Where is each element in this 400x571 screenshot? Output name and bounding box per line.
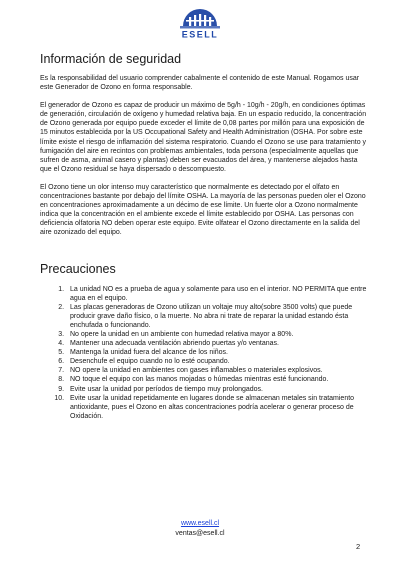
precaution-item: 4. Mantener una adecuada ventilación abriendo puertas y/o ventanas. <box>66 339 370 348</box>
precaution-item: 10. Evite usar la unidad repetidamente en lugares donde se almacenan metales sin tratamiento antioxidante, pues el Ozono en altas concentraciones podría acelerar o generar proceso de Oxidación. <box>66 394 370 421</box>
logo-bar <box>180 26 220 29</box>
precautions-title: Precauciones <box>40 261 116 276</box>
precaution-item: 2. Las placas generadoras de Ozono utilizan un voltaje muy alto(sobre 3500 volts) que puede producir grave daño físico, o la muerte. No abra ni trate de reparar la unidad estando ésta enchufada o funcionando. <box>66 303 370 330</box>
precaution-item: 1. La unidad NO es a prueba de agua y solamente para uso en el interior. NO PERMITA que entre agua en el equipo. <box>66 285 370 303</box>
precaution-item: 5. Mantenga la unidad fuera del alcance de los niños. <box>66 348 370 357</box>
precaution-item: 8. NO toque el equipo con las manos mojadas o húmedas mientras esté funcionando. <box>66 375 370 384</box>
safety-paragraph-2: El generador de Ozono es capaz de producir un máximo de 5g/h - 10g/h - 20g/h, en condiciones óptimas de generación, circulación de oxígeno y humedad relativa baja. En un espacio reducido, la concentración de Ozono generada por equipo puede exceder el límite de 0,08 partes por millón para una exposición de 15 minutos establecida por la US Occupational Safety and Health Administration (OSHA. Por sobre este límite existe el riesgo de inflamación del sistema respiratorio. Cuando el Ozono se use para tratamiento y fumigación del aire en recintos con problemas ambientales, toda persona (especialmente aquellas que sufren de asma, animal casero y plantas) deben ser evacuados del área, y mantenerse alejados hasta que el Ozono residual se haya dispersado o descompuesto. <box>40 102 367 173</box>
precaution-item: 9. Evite usar la unidad por períodos de tiempo muy prolongados. <box>66 385 370 394</box>
logo-text: ESELL <box>181 29 219 40</box>
safety-title: Información de seguridad <box>40 52 182 66</box>
safety-paragraph-1: Es la responsabilidad del usuario comprender cabalmente el contenido de este Manual. Rogamos usar este Generador de Ozono en forma responsable. <box>40 75 360 92</box>
page-content <box>40 52 370 421</box>
precaution-item: 6. Desenchufe el equipo cuando no lo esté ocupando. <box>66 357 370 366</box>
website-link[interactable]: www.esell.cl <box>180 520 220 527</box>
esell-logo <box>174 4 226 40</box>
page-number: 2 <box>356 542 361 551</box>
precaution-item: 3. No opere la unidad en un ambiente con humedad relativa mayor a 80%. <box>66 330 370 339</box>
precaution-item: 7. NO opere la unidad en ambientes con gases inflamables o materiales explosivos. <box>66 366 370 375</box>
safety-paragraph-3: El Ozono tiene un olor intenso muy característico que normalmente es detectado por el olfato en concentraciones bastante por debajo del límite OSHA. La mayoría de las personas pueden oler el Ozono en concentraciones aproximadamente a un décimo de ese límite. Un fuerte olor a Ozono normalmente indica que la concentración en el ambiente excede el límite establecido por OSHA. Las personas con deficiencia olfatoria NO deben operar este equipo. Evite olfatear el Ozono directamente en la salida del aire ozonizado del equipo. <box>40 183 366 237</box>
page-footer <box>0 519 400 538</box>
precautions-list <box>40 285 370 421</box>
contact-email: ventas@esell.cl <box>175 529 225 537</box>
